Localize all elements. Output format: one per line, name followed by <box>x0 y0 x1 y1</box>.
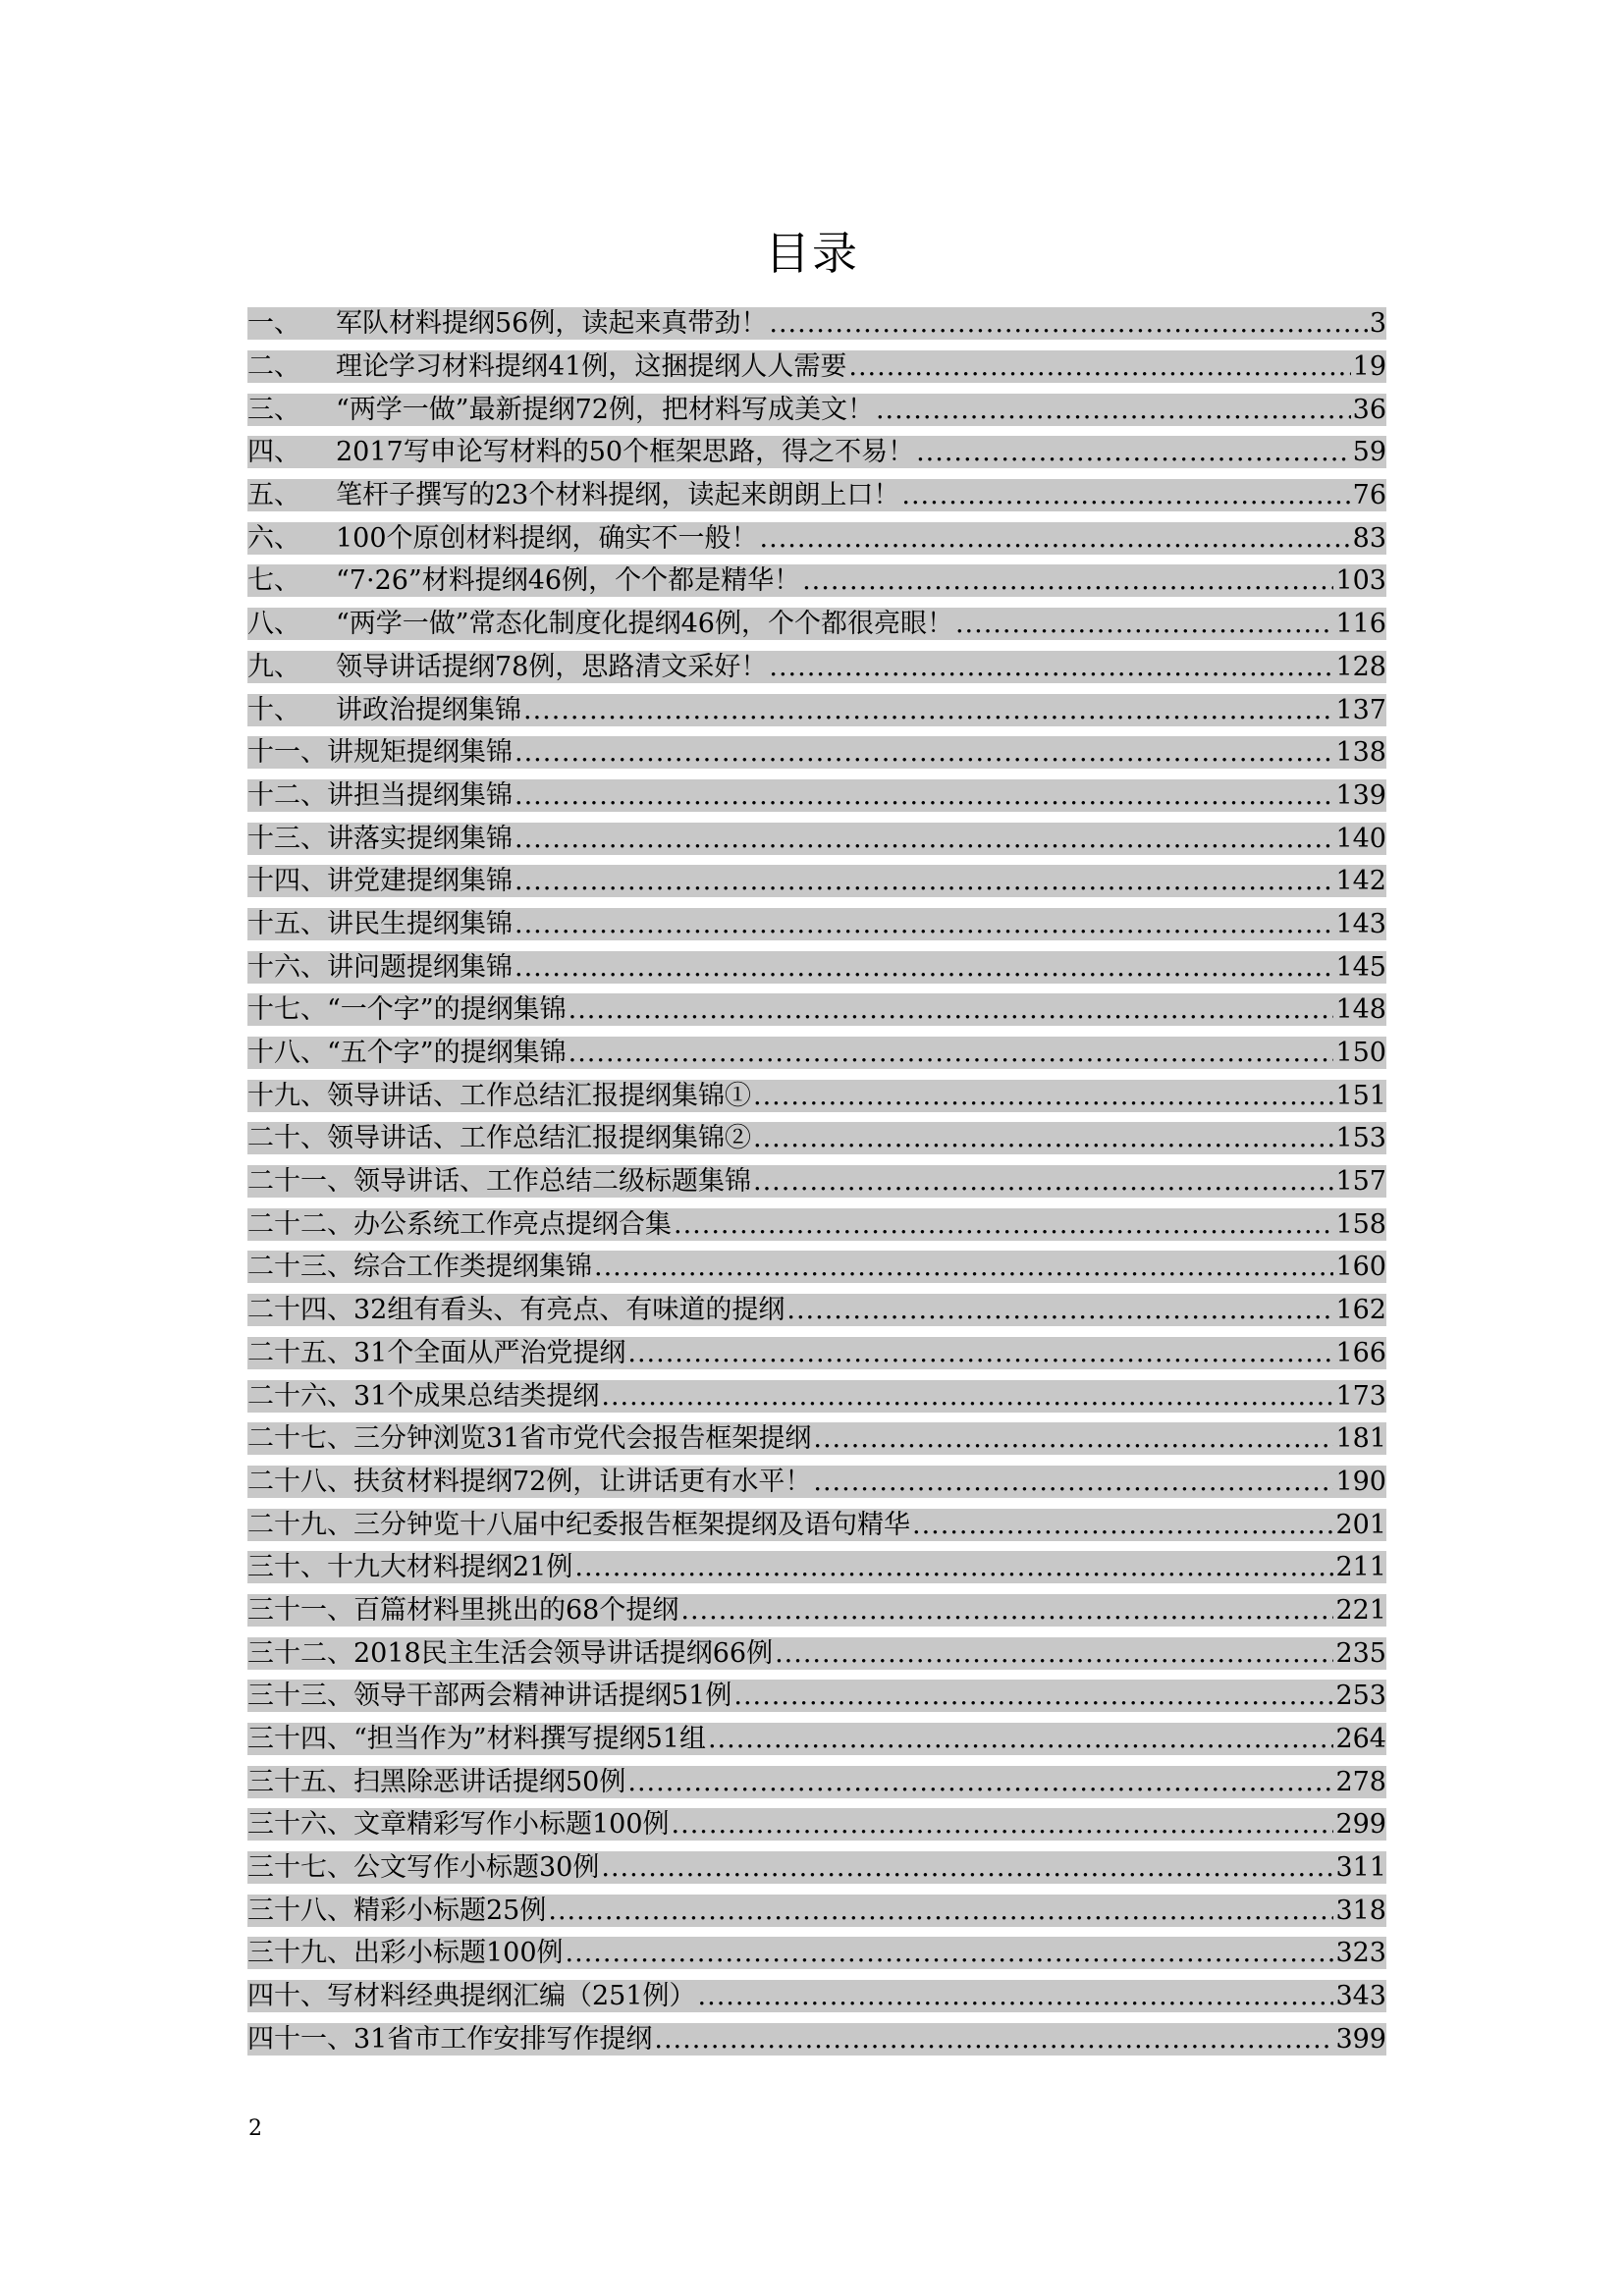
toc-entry-page: 166 <box>1335 1337 1386 1368</box>
toc-entry[interactable] <box>247 1760 1386 1803</box>
toc-entry-title[interactable]: 讲规矩提纲集锦 <box>327 737 513 769</box>
toc-dot-leader <box>813 1422 1333 1455</box>
toc-entry[interactable] <box>247 1160 1386 1203</box>
toc-entry[interactable] <box>247 1589 1386 1632</box>
toc-entry-page: 103 <box>1335 565 1386 597</box>
toc-entry-page: 150 <box>1335 1038 1386 1069</box>
toc-entry-page: 235 <box>1335 1637 1386 1669</box>
toc-dot-leader <box>674 1208 1333 1241</box>
toc-entry-title[interactable]: 综合工作类提纲集锦 <box>353 1252 592 1283</box>
toc-entry[interactable] <box>247 2018 1386 2061</box>
toc-entry-title[interactable]: 领导讲话、工作总结汇报提纲集锦① <box>327 1080 751 1111</box>
toc-dot-leader <box>848 350 1350 383</box>
toc-entry-title[interactable]: 笔杆子撰写的23个材料提纲，读起来朗朗上口！ <box>336 480 900 511</box>
toc-entry-title[interactable]: “两学一做”最新提纲72例，把材料写成美文！ <box>336 394 874 425</box>
toc-dot-leader <box>912 1509 1333 1541</box>
toc-entry-title[interactable]: 31个成果总结类提纲 <box>353 1380 600 1412</box>
page-number: 2 <box>248 2116 262 2141</box>
toc-dot-leader <box>514 951 1333 984</box>
toc-entry[interactable] <box>247 1889 1386 1932</box>
toc-entry[interactable] <box>247 817 1386 860</box>
toc-entry-number: 十五、 <box>247 908 327 939</box>
toc-entry-title[interactable]: 领导干部两会精神讲话提纲51例 <box>353 1681 732 1712</box>
toc-entry-number: 三十、 <box>247 1552 327 1583</box>
toc-dot-leader <box>514 736 1333 769</box>
toc-entry-title[interactable]: 出彩小标题100例 <box>353 1938 564 1969</box>
toc-entry[interactable] <box>247 731 1386 774</box>
toc-entry-page: 116 <box>1335 609 1386 640</box>
toc-entry-page: 264 <box>1335 1724 1386 1755</box>
toc-entry-number: 三十六、 <box>247 1809 353 1841</box>
toc-dot-leader <box>733 1680 1333 1712</box>
toc-dot-leader <box>566 1937 1334 1969</box>
toc-dot-leader <box>708 1723 1333 1755</box>
toc-dot-leader <box>627 1766 1333 1798</box>
toc-entry-title[interactable]: 文章精彩写作小标题100例 <box>353 1809 670 1841</box>
toc-entry-number: 四十一、 <box>247 2023 353 2055</box>
toc-entry-page: 311 <box>1335 1852 1386 1884</box>
toc-entry-title[interactable]: 讲担当提纲集锦 <box>327 779 513 811</box>
toc-entry-page: 158 <box>1335 1208 1386 1240</box>
toc-entry-page: 151 <box>1335 1080 1386 1111</box>
toc-entry[interactable] <box>247 774 1386 818</box>
toc-entry-number: 二十三、 <box>247 1252 353 1283</box>
toc-entry-page: 253 <box>1335 1681 1386 1712</box>
toc-entry[interactable] <box>247 302 1386 346</box>
toc-entry-page: 201 <box>1335 1509 1386 1540</box>
toc-dot-leader <box>769 651 1333 683</box>
toc-entry-title[interactable]: 讲政治提纲集锦 <box>336 694 521 725</box>
toc-entry[interactable] <box>247 1846 1386 1890</box>
toc-entry[interactable] <box>247 1374 1386 1417</box>
toc-entry-number: 十八、 <box>247 1038 327 1069</box>
toc-entry-number: 十六、 <box>247 951 327 983</box>
toc-entry[interactable] <box>247 1461 1386 1504</box>
toc-entry-page: 83 <box>1352 522 1386 554</box>
toc-entry-page: 36 <box>1352 394 1386 425</box>
toc-entry-page: 148 <box>1335 994 1386 1026</box>
toc-entry-page: 162 <box>1335 1295 1386 1326</box>
toc-entry-number: 二十五、 <box>247 1337 353 1368</box>
toc-entry-page: 323 <box>1335 1938 1386 1969</box>
toc-entry-page: 137 <box>1335 694 1386 725</box>
toc-entry-number: 三十九、 <box>247 1938 353 1969</box>
toc-entry-title[interactable]: 办公系统工作亮点提纲合集 <box>353 1208 672 1240</box>
toc-dot-leader <box>802 564 1333 597</box>
toc-entry-page: 299 <box>1335 1809 1386 1841</box>
toc-dot-leader <box>568 1037 1334 1069</box>
toc-entry-page: 343 <box>1335 1981 1386 2012</box>
toc-dot-leader <box>775 1637 1333 1670</box>
toc-entry-number: 九、 <box>247 651 300 682</box>
toc-entry[interactable] <box>247 945 1386 988</box>
toc-entry-page: 153 <box>1335 1123 1386 1154</box>
toc-entry-page: 139 <box>1335 779 1386 811</box>
toc-dot-leader <box>753 1080 1333 1112</box>
toc-dot-leader <box>955 608 1333 640</box>
toc-entry-page: 76 <box>1352 480 1386 511</box>
toc-entry-title[interactable]: 讲问题提纲集锦 <box>327 951 513 983</box>
toc-entry-number: 十二、 <box>247 779 327 811</box>
toc-dot-leader <box>813 1466 1333 1498</box>
toc-entry-title[interactable]: “担当作为”材料撰写提纲51组 <box>353 1724 706 1755</box>
toc-entry[interactable] <box>247 1417 1386 1461</box>
toc-entry-page: 145 <box>1335 951 1386 983</box>
toc-dot-leader <box>760 522 1351 555</box>
toc-entry-page: 142 <box>1335 866 1386 897</box>
toc-entry-number: 七、 <box>247 565 300 597</box>
toc-dot-leader <box>568 993 1334 1026</box>
toc-dot-leader <box>548 1895 1333 1927</box>
toc-entry-number: 三十三、 <box>247 1681 353 1712</box>
toc-entry[interactable] <box>247 1202 1386 1246</box>
toc-entry-title[interactable]: 三分钟览十八届中纪委报告框架提纲及语句精华 <box>353 1509 910 1540</box>
toc-entry-page: 138 <box>1335 737 1386 769</box>
toc-dot-leader <box>523 694 1333 726</box>
toc-entry-title[interactable]: 扫黑除恶讲话提纲50例 <box>353 1766 626 1797</box>
toc-entry-title[interactable]: 讲民生提纲集锦 <box>327 908 513 939</box>
toc-entry[interactable] <box>247 1631 1386 1675</box>
toc-entry[interactable] <box>247 1032 1386 1075</box>
toc-entry-number: 六、 <box>247 522 300 554</box>
toc-entry-title[interactable]: “五个字”的提纲集锦 <box>327 1038 567 1069</box>
toc-dot-leader <box>680 1594 1333 1627</box>
toc-dot-leader <box>769 307 1367 340</box>
toc-entry[interactable] <box>247 1975 1386 2018</box>
toc-entry[interactable] <box>247 1289 1386 1332</box>
toc-entry-title[interactable]: 100个原创材料提纲，确实不一般！ <box>336 522 758 554</box>
toc-entry-number: 五、 <box>247 480 300 511</box>
toc-entry-title[interactable]: 军队材料提纲56例，读起来真带劲！ <box>336 308 768 340</box>
toc-entry-number: 十、 <box>247 694 300 725</box>
toc-entry-page: 19 <box>1352 351 1386 383</box>
toc-entry-number: 二、 <box>247 351 300 383</box>
toc-entry-title[interactable]: 2018民主生活会领导讲话提纲66例 <box>353 1637 774 1669</box>
toc-dot-leader <box>627 1337 1333 1369</box>
toc-entry-title[interactable]: 讲落实提纲集锦 <box>327 823 513 854</box>
toc-dot-leader <box>514 779 1333 812</box>
toc-dot-leader <box>601 1380 1333 1413</box>
toc-dot-leader <box>916 436 1351 468</box>
toc-entry-page: 59 <box>1352 437 1386 468</box>
toc-entry-number: 一、 <box>247 308 300 340</box>
toc-entry-page: 157 <box>1335 1166 1386 1198</box>
toc-entry-number: 二十、 <box>247 1123 327 1154</box>
toc-entry[interactable] <box>247 516 1386 560</box>
toc-entry[interactable] <box>247 903 1386 946</box>
toc-entry-title[interactable]: 31省市工作安排写作提纲 <box>353 2023 653 2055</box>
toc-entry[interactable] <box>247 988 1386 1032</box>
toc-entry-number: 十三、 <box>247 823 327 854</box>
toc-dot-leader <box>601 1851 1333 1884</box>
toc-entry-page: 140 <box>1335 823 1386 854</box>
toc-entry-page: 3 <box>1369 308 1386 340</box>
toc-entry[interactable] <box>247 646 1386 689</box>
toc-entry-number: 二十九、 <box>247 1509 353 1540</box>
toc-entry-number: 十一、 <box>247 737 327 769</box>
toc-entry-title[interactable]: 十九大材料提纲21例 <box>327 1552 573 1583</box>
toc-entry[interactable] <box>247 1246 1386 1289</box>
toc-entry-title[interactable]: 理论学习材料提纲41例，这捆提纲人人需要 <box>336 351 847 383</box>
toc-entry-page: 211 <box>1335 1552 1386 1583</box>
toc-entry[interactable] <box>247 860 1386 903</box>
toc-entry-page: 173 <box>1335 1380 1386 1412</box>
toc-entry-number: 三十五、 <box>247 1766 353 1797</box>
toc-entry[interactable] <box>247 388 1386 431</box>
toc-entry-page: 143 <box>1335 908 1386 939</box>
toc-entry[interactable] <box>247 1932 1386 1975</box>
toc-entry-title[interactable]: 32组有看头、有亮点、有味道的提纲 <box>353 1295 785 1326</box>
toc-dot-leader <box>753 1122 1333 1154</box>
toc-dot-leader <box>514 908 1333 940</box>
toc-entry-number: 十四、 <box>247 866 327 897</box>
toc-entry-number: 二十六、 <box>247 1380 353 1412</box>
toc-entry-number: 二十四、 <box>247 1295 353 1326</box>
toc-dot-leader <box>753 1165 1333 1198</box>
toc-dot-leader <box>594 1251 1333 1283</box>
toc-entry[interactable] <box>247 1117 1386 1160</box>
toc-entry-title[interactable]: 三分钟浏览31省市党代会报告框架提纲 <box>353 1423 812 1455</box>
toc-entry[interactable] <box>247 1718 1386 1761</box>
toc-entry-title[interactable]: 写材料经典提纲汇编（251例） <box>327 1981 696 2012</box>
toc-entry-title[interactable]: 扶贫材料提纲72例，让讲话更有水平！ <box>353 1466 812 1497</box>
toc-entry[interactable] <box>247 1332 1386 1375</box>
toc-entry[interactable] <box>247 1546 1386 1589</box>
toc-entry-number: 三、 <box>247 394 300 425</box>
toc-entry-title[interactable]: “一个字”的提纲集锦 <box>327 994 567 1026</box>
toc-dot-leader <box>672 1808 1334 1841</box>
toc-entry-title[interactable]: “7·26”材料提纲46例，个个都是精华！ <box>336 565 801 597</box>
toc-entry-page: 399 <box>1335 2023 1386 2055</box>
toc-dot-leader <box>654 2023 1333 2056</box>
toc-entry[interactable] <box>247 688 1386 731</box>
toc-entry-title[interactable]: 2017写申论写材料的50个框架思路，得之不易！ <box>336 437 915 468</box>
page-title: 目录 <box>765 227 859 280</box>
toc-entry-page: 128 <box>1335 651 1386 682</box>
toc-entry-title[interactable]: 领导讲话、工作总结二级标题集锦 <box>353 1166 751 1198</box>
toc-entry-number: 二十七、 <box>247 1423 353 1455</box>
toc-entry-title[interactable]: 公文写作小标题30例 <box>353 1852 600 1884</box>
toc-entry-number: 三十七、 <box>247 1852 353 1884</box>
toc-entry[interactable] <box>247 1803 1386 1846</box>
toc-entry-number: 二十八、 <box>247 1466 353 1497</box>
toc-dot-leader <box>514 865 1333 897</box>
toc-dot-leader <box>698 1980 1334 2012</box>
toc-entry-title[interactable]: 精彩小标题25例 <box>353 1895 547 1926</box>
toc-entry-title[interactable]: 31个全面从严治党提纲 <box>353 1337 626 1368</box>
toc-entry[interactable] <box>247 431 1386 474</box>
toc-entry[interactable] <box>247 474 1386 517</box>
table-of-contents <box>247 302 1386 2060</box>
toc-entry-number: 三十一、 <box>247 1594 353 1626</box>
toc-entry-number: 三十二、 <box>247 1637 353 1669</box>
toc-entry-number: 十七、 <box>247 994 327 1026</box>
toc-dot-leader <box>574 1551 1333 1583</box>
toc-entry-title[interactable]: 百篇材料里挑出的68个提纲 <box>353 1594 679 1626</box>
toc-entry-page: 160 <box>1335 1252 1386 1283</box>
toc-entry-page: 190 <box>1335 1466 1386 1497</box>
toc-entry-page: 318 <box>1335 1895 1386 1926</box>
toc-entry-number: 三十八、 <box>247 1895 353 1926</box>
toc-dot-leader <box>514 823 1333 855</box>
toc-dot-leader <box>876 394 1351 426</box>
toc-entry-page: 278 <box>1335 1766 1386 1797</box>
toc-entry[interactable] <box>247 1074 1386 1117</box>
toc-entry[interactable] <box>247 1503 1386 1546</box>
toc-entry-number: 二十一、 <box>247 1166 353 1198</box>
toc-entry-title[interactable]: “两学一做”常态化制度化提纲46例，个个都很亮眼！ <box>336 609 953 640</box>
toc-dot-leader <box>786 1294 1333 1326</box>
toc-entry-number: 八、 <box>247 609 300 640</box>
toc-entry-number: 十九、 <box>247 1080 327 1111</box>
toc-entry-number: 四、 <box>247 437 300 468</box>
toc-entry[interactable] <box>247 603 1386 646</box>
toc-entry[interactable] <box>247 1675 1386 1718</box>
toc-entry-page: 181 <box>1335 1423 1386 1455</box>
toc-entry-number: 三十四、 <box>247 1724 353 1755</box>
toc-dot-leader <box>901 479 1350 511</box>
toc-entry-title[interactable]: 讲党建提纲集锦 <box>327 866 513 897</box>
toc-entry[interactable] <box>247 346 1386 389</box>
toc-entry-number: 二十二、 <box>247 1208 353 1240</box>
toc-entry-number: 四十、 <box>247 1981 327 2012</box>
toc-entry[interactable] <box>247 560 1386 603</box>
toc-entry-title[interactable]: 领导讲话、工作总结汇报提纲集锦② <box>327 1123 751 1154</box>
toc-entry-title[interactable]: 领导讲话提纲78例，思路清文采好！ <box>336 651 768 682</box>
toc-entry-page: 221 <box>1335 1594 1386 1626</box>
